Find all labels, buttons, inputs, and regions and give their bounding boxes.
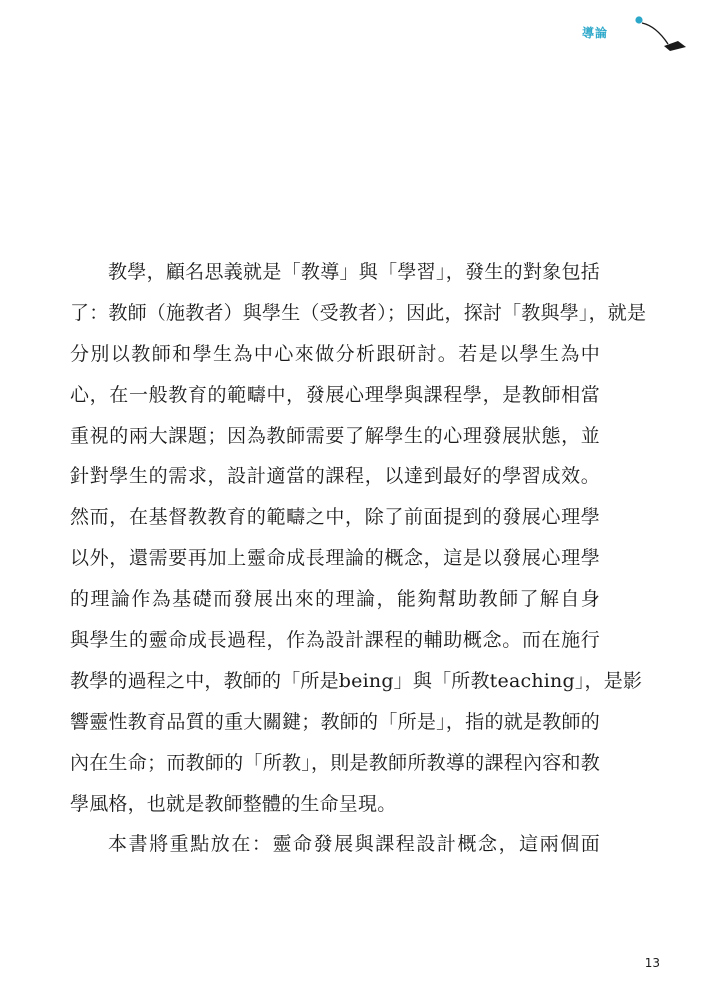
text-line: 本書將重點放在：靈命發展與課程設計概念，這兩個面	[108, 833, 600, 856]
text-line: 學風格，也就是教師整體的生命呈現。	[70, 792, 397, 815]
running-header-title: 導論	[581, 26, 608, 40]
text-line: 重視的兩大課題；因為教師需要了解學生的心理發展狀態，並	[70, 424, 600, 447]
paragraph-2	[70, 824, 600, 865]
text-line: 響靈性教育品質的重大關鍵；教師的「所是」，指的就是教師的	[70, 710, 600, 733]
text-line: 以外，還需要再加上靈命成長理論的概念，這是以發展心理學	[70, 547, 600, 570]
text-line: 的理論作為基礎而發展出來的理論，能夠幫助教師了解自身	[70, 588, 600, 611]
text-line: 然而，在基督教教育的範疇之中，除了前面提到的發展心理學	[70, 506, 600, 529]
text-line: 內在生命；而教師的「所教」，則是教師所教導的課程內容和教	[70, 751, 600, 774]
paragraph-1	[70, 252, 647, 824]
text-line: 教學的過程之中，教師的「所是being」與「所教teaching」，是影	[70, 669, 643, 692]
text-line: 針對學生的需求，設計適當的課程，以達到最好的學習成效。	[70, 465, 600, 488]
comet-arrow-icon	[634, 14, 690, 60]
body-text	[70, 252, 647, 865]
text-line: 了：教師（施教者）與學生（受教者）；因此，探討「教與學」，就是	[70, 301, 647, 324]
text-line: 心，在一般教育的範疇中，發展心理學與課程學，是教師相當	[70, 383, 600, 406]
text-line: 分別以教師和學生為中心來做分析跟研討。若是以學生為中	[70, 342, 600, 365]
text-line: 教學，顧名思義就是「教導」與「學習」，發生的對象包括	[108, 261, 600, 283]
page-number: 13	[644, 956, 660, 970]
text-line: 與學生的靈命成長過程，作為設計課程的輔助概念。而在施行	[70, 629, 600, 652]
